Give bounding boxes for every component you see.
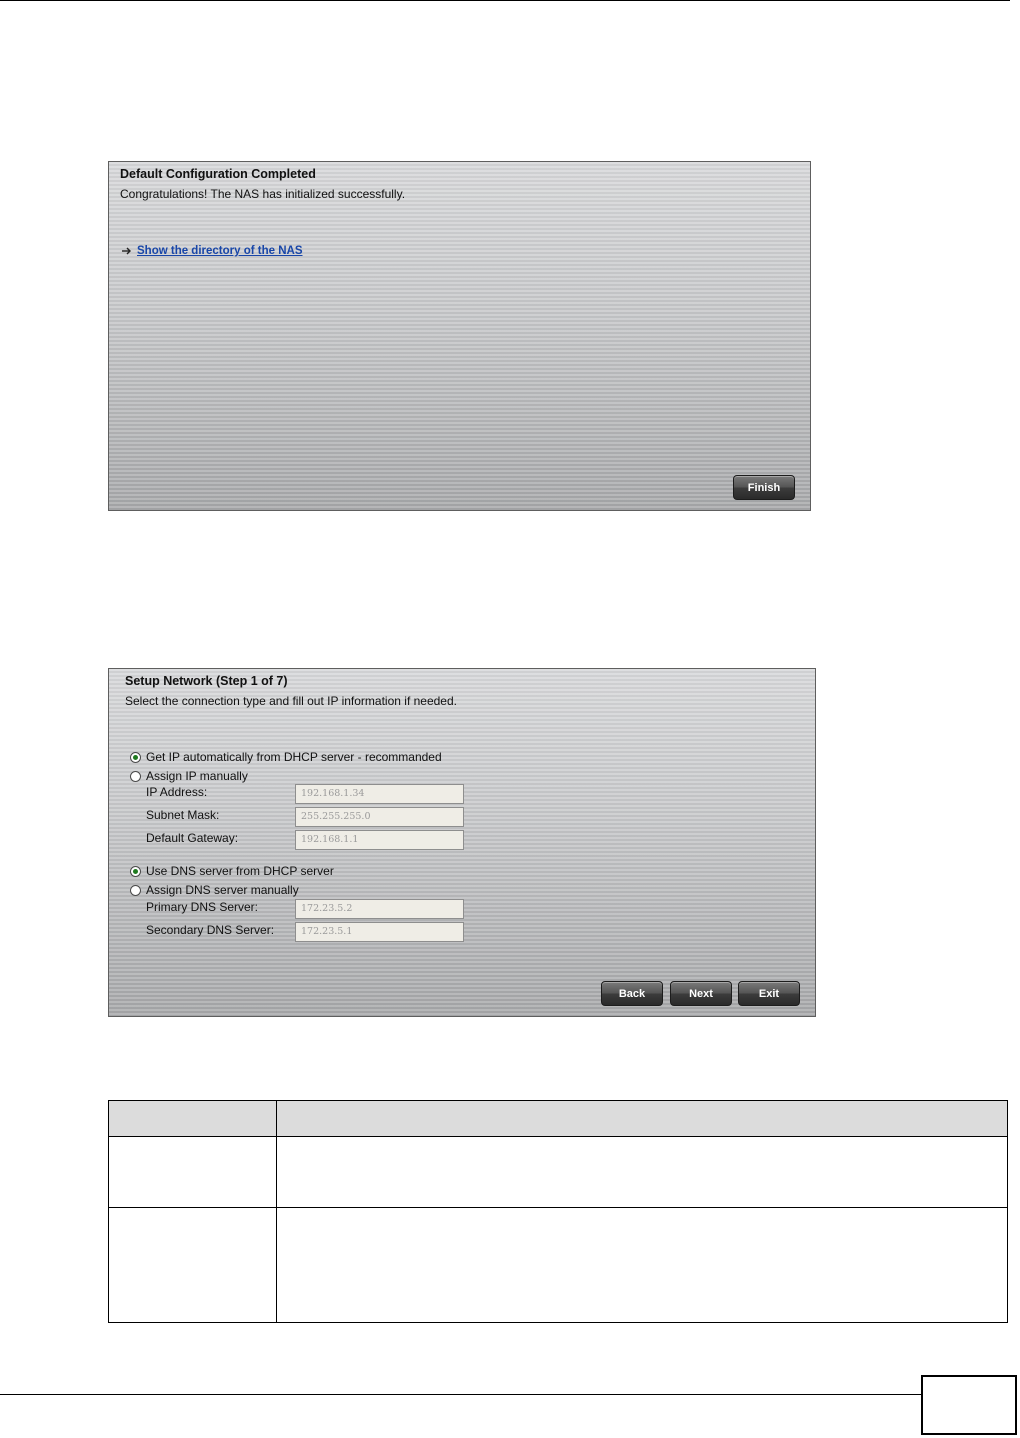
dns-auto-option[interactable] xyxy=(130,864,334,878)
secondary-dns-input[interactable]: 172.23.5.1 xyxy=(295,922,464,942)
table-cell xyxy=(109,1208,277,1323)
panel-subtitle: Congratulations! The NAS has initialized successfully. xyxy=(120,187,406,201)
arrow-right-icon xyxy=(120,245,134,257)
subnet-mask-label: Subnet Mask: xyxy=(146,808,220,822)
table-cell xyxy=(277,1208,1008,1323)
primary-dns-label: Primary DNS Server: xyxy=(146,900,259,914)
page-number-box xyxy=(921,1375,1017,1435)
ip-auto-option[interactable] xyxy=(130,750,442,764)
ip-address-input[interactable]: 192.168.1.34 xyxy=(295,784,464,804)
footer-rule xyxy=(0,1394,922,1395)
panel-title: Default Configuration Completed xyxy=(120,167,316,181)
table-cell xyxy=(109,1137,277,1208)
ip-manual-radio[interactable] xyxy=(130,771,141,782)
table-header-cell xyxy=(277,1101,1008,1137)
next-button[interactable]: Next xyxy=(670,981,732,1006)
show-directory-link-row[interactable] xyxy=(120,245,303,257)
ip-manual-label: Assign IP manually xyxy=(146,769,248,783)
back-button[interactable]: Back xyxy=(601,981,663,1006)
ip-auto-label: Get IP automatically from DHCP server - recommanded xyxy=(146,750,442,764)
default-gateway-label: Default Gateway: xyxy=(146,831,239,845)
dns-manual-label: Assign DNS server manually xyxy=(146,883,299,897)
header-rule xyxy=(0,0,1010,1)
table-row xyxy=(109,1137,1008,1208)
panel-subtitle: Select the connection type and fill out IP information if needed. xyxy=(125,694,457,708)
table-cell xyxy=(277,1137,1008,1208)
default-config-completed-panel xyxy=(108,161,811,511)
dns-manual-option[interactable] xyxy=(130,883,299,897)
default-gateway-input[interactable]: 192.168.1.1 xyxy=(295,830,464,850)
secondary-dns-label: Secondary DNS Server: xyxy=(146,923,275,937)
setup-network-panel xyxy=(108,668,816,1017)
ip-manual-option[interactable] xyxy=(130,769,248,783)
panel-title: Setup Network (Step 1 of 7) xyxy=(125,674,288,688)
table-header-row xyxy=(109,1101,1008,1137)
dns-auto-label: Use DNS server from DHCP server xyxy=(146,864,334,878)
dns-manual-radio[interactable] xyxy=(130,885,141,896)
table-row xyxy=(109,1208,1008,1323)
primary-dns-input[interactable]: 172.23.5.2 xyxy=(295,899,464,919)
dns-auto-radio[interactable] xyxy=(130,866,141,877)
ip-auto-radio[interactable] xyxy=(130,752,141,763)
table-header-cell xyxy=(109,1101,277,1137)
exit-button[interactable]: Exit xyxy=(738,981,800,1006)
ip-address-label: IP Address: xyxy=(146,785,208,799)
finish-button[interactable]: Finish xyxy=(733,475,795,500)
show-directory-link[interactable]: Show the directory of the NAS xyxy=(137,245,303,257)
field-description-table xyxy=(108,1100,1008,1323)
subnet-mask-input[interactable]: 255.255.255.0 xyxy=(295,807,464,827)
